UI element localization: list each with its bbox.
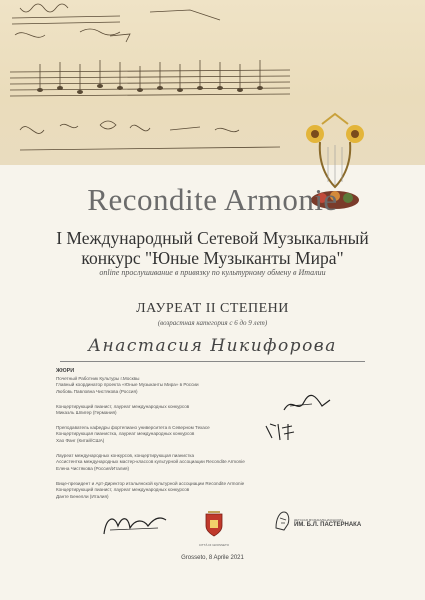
jury-line: Концертирующая пианистка, лауреат международных конкурсов <box>56 431 195 437</box>
jury-line: Концертирующий пианист, лауреат международных конкурсов <box>56 487 190 493</box>
signature-benelli <box>100 508 170 540</box>
recipient-name: Анастасия Никифорова <box>88 336 337 356</box>
jury-line: Концертирующий пианист, лауреат международных конкурсов <box>56 404 190 409</box>
age-category: (возрастная категория с 6 до 9 лет) <box>157 319 268 327</box>
coat-of-arms-icon <box>196 510 232 538</box>
name-underline <box>60 361 365 362</box>
jury-line: Елена Чистякова (Россия/Италия) <box>56 465 130 471</box>
contest-title-line2: конкурс "Юные Музыканты Мира" <box>81 248 344 268</box>
jury-member <box>56 481 286 500</box>
jury-member <box>56 425 286 444</box>
school-label-line2: ИМ. Б.Л. ПАСТЕРНАКА <box>294 522 362 528</box>
pasternak-portrait-icon <box>270 508 294 532</box>
jury-line: Микаэль Шпигер (Германия) <box>56 410 117 416</box>
jury-line: Лауреат международных конкурсов, концертирующая пианистка <box>56 453 195 458</box>
award-label: ЛАУРЕАТ II СТЕПЕНИ <box>136 301 289 316</box>
jury-line: Преподаватель кафедры фортепиано университета в Северном Техасе <box>56 425 210 430</box>
signature-hao-fang <box>262 420 298 444</box>
brand-title: Recondite Armonie <box>87 182 338 217</box>
jury-member <box>56 404 286 417</box>
jury-member <box>56 376 286 395</box>
jury-heading: ЖЮРИ <box>56 368 75 374</box>
school-label-line1: ДЕТСКАЯ МУЗЫКАЛЬНАЯ ШКОЛА <box>294 518 344 522</box>
jury-line: Почетный Работник Культуры г.Москвы <box>56 376 140 381</box>
jury-line: Данте Бенелли (Италия) <box>56 493 109 499</box>
contest-subtitle: online прослушивание в привязку по культурному обмену в Италии <box>99 268 326 277</box>
jury-line: Главный координатор проекта «Юные Музыканты Мира» в России <box>56 382 199 388</box>
jury-line: Вице-президент и Арт-Директор итальянской культурной ассоциации Recondite Armonie <box>56 481 245 486</box>
jury-line: Любовь Павловна Чистякова (Россия) <box>56 388 138 394</box>
jury-line: Хао Фанг (Китай/США) <box>56 437 105 443</box>
jury-member <box>56 453 286 472</box>
contest-title-line1: I Международный Сетевой Музыкальный <box>56 228 369 248</box>
footer-date-location: Grosseto, 8 Aprile 2021 <box>181 555 244 561</box>
municipality-label: CITTÀ DI GROSSETO <box>198 543 230 547</box>
jury-line: Ассистентка международных мастер-классов культурной ассоциации Recondite Armonie <box>56 459 245 465</box>
grosseto-coat-of-arms <box>196 510 232 547</box>
signature-spieger <box>282 392 332 416</box>
